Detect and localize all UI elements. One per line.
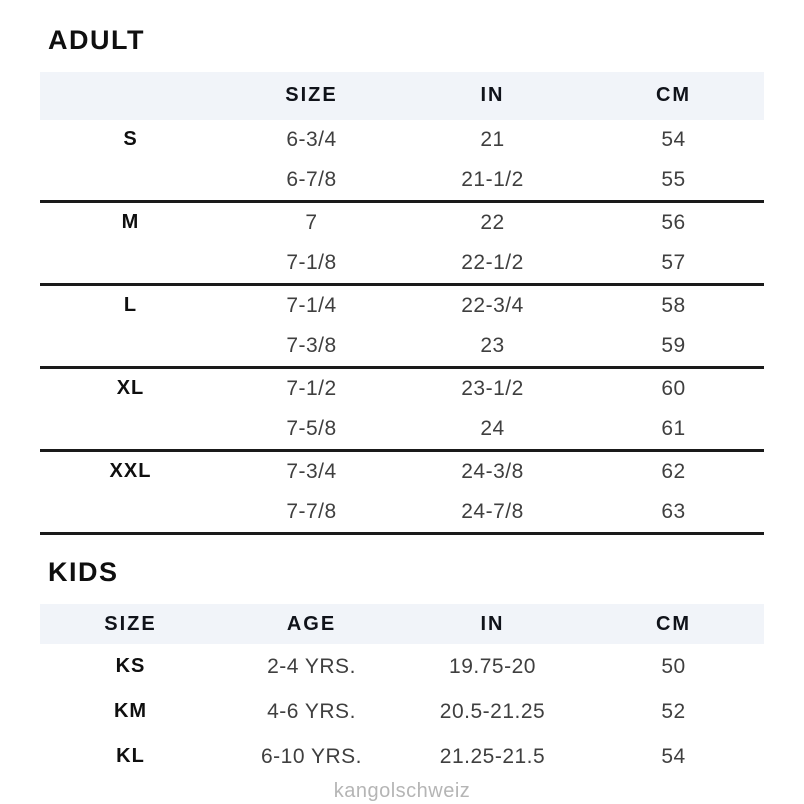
in-cell: 21-1/2 [461,167,524,191]
size-label-cell: KL [116,745,145,768]
table-row [40,492,764,534]
cm-cell: 50 [661,654,686,678]
size-cell: 7-1/8 [286,250,337,274]
in-cell: 24 [480,416,505,440]
table-row [40,326,764,368]
adult-header-row [40,72,764,120]
table-row [40,120,764,160]
cm-cell: 59 [661,333,686,357]
size-label-cell: KS [115,655,146,678]
table-row [40,284,764,326]
cm-cell: 61 [661,416,686,440]
in-cell: 23-1/2 [461,376,524,400]
adult-size-group-l [40,284,764,367]
in-cell: 24-3/8 [461,459,524,483]
adult-size-group-s [40,120,764,202]
table-row [40,644,764,689]
age-cell: 4-6 YRS. [267,699,356,723]
table-row [40,367,764,409]
adult-size-table [40,72,764,535]
size-label-cell [40,492,221,534]
kids-section-title: KIDS [48,556,119,587]
size-label-cell [40,326,221,368]
in-cell: 22 [480,210,505,234]
adult-header-cm: CM [583,72,764,120]
size-label-cell: S [123,128,138,151]
size-cell: 7-7/8 [286,499,337,523]
cm-cell: 58 [661,293,686,317]
size-cell: 7-3/4 [286,459,337,483]
size-label-cell: KM [113,700,148,723]
cm-cell: 54 [661,127,686,151]
adult-size-group-xl [40,367,764,450]
size-label-cell [40,160,221,202]
adult-size-group-xxl [40,450,764,533]
size-cell: 7-1/4 [286,293,337,317]
kids-table-header [40,604,764,644]
age-cell: 6-10 YRS. [261,744,362,768]
table-row [40,243,764,285]
kids-table-body [40,644,764,779]
watermark: kangolschweiz [333,780,471,803]
cm-cell: 63 [661,499,686,523]
table-row [40,450,764,492]
table-row [40,734,764,779]
kids-header-cm: CM [583,604,764,644]
size-label-cell: XXL [109,460,152,483]
cm-cell: 52 [661,699,686,723]
table-row [40,201,764,243]
cm-cell: 62 [661,459,686,483]
size-label-cell: M [121,211,140,234]
kids-header-in: IN [402,604,583,644]
age-cell: 2-4 YRS. [267,654,356,678]
size-cell: 7 [305,210,318,234]
cm-cell: 55 [661,167,686,191]
size-label-cell [40,243,221,285]
adult-section-title: ADULT [48,25,145,55]
cm-cell: 60 [661,376,686,400]
size-cell: 6-7/8 [286,167,337,191]
in-cell: 21 [480,127,505,151]
adult-header-in: IN [402,72,583,120]
size-label-cell [40,409,221,451]
size-cell: 7-3/8 [286,333,337,357]
cm-cell: 54 [661,744,686,768]
adult-header-empty-cell [40,72,221,120]
table-row [40,689,764,734]
cm-cell: 57 [661,250,686,274]
size-cell: 6-3/4 [286,127,337,151]
adult-size-group-m [40,201,764,284]
kids-header-row [40,604,764,644]
in-cell: 20.5-21.25 [439,699,546,723]
size-cell: 7-1/2 [286,376,337,400]
size-label-cell: L [123,294,138,317]
in-cell: 23 [480,333,505,357]
in-cell: 22-3/4 [461,293,524,317]
kids-header-size: SIZE [40,604,221,644]
kids-size-table [40,604,764,779]
size-cell: 7-5/8 [286,416,337,440]
in-cell: 24-7/8 [461,499,524,523]
in-cell: 19.75-20 [449,654,536,678]
adult-table-header [40,72,764,120]
adult-header-size: SIZE [221,72,402,120]
in-cell: 22-1/2 [461,250,524,274]
table-row [40,409,764,451]
kids-header-age: AGE [221,604,402,644]
in-cell: 21.25-21.5 [439,744,546,768]
cm-cell: 56 [661,210,686,234]
size-label-cell: XL [116,377,145,400]
table-row [40,160,764,202]
